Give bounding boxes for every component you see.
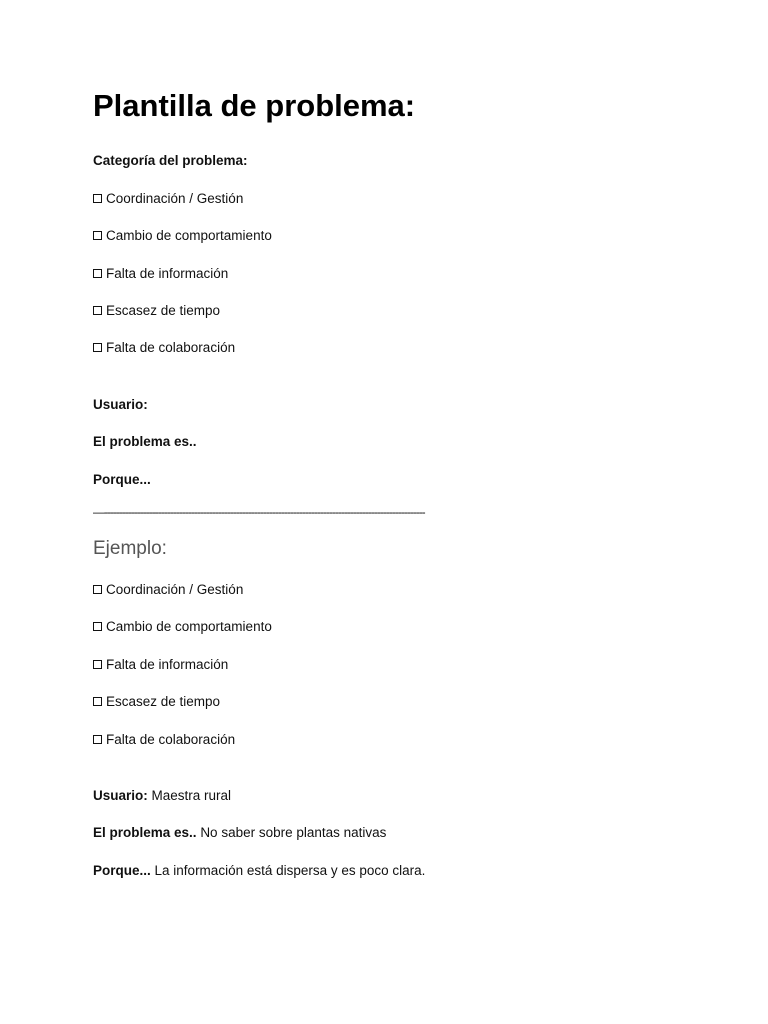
checkbox-icon [93,697,102,706]
example-user-label: Usuario: [93,788,148,803]
checkbox-icon [93,269,102,278]
example-option-5 [93,731,235,749]
template-option-3 [93,265,228,283]
checkbox-icon [93,306,102,315]
template-because-label: Porque... [93,472,151,487]
option-label: Cambio de comportamiento [106,228,272,243]
example-problem-label: El problema es.. [93,825,197,840]
example-option-2 [93,618,272,636]
option-label: Falta de información [106,266,229,281]
checkbox-icon [93,585,102,594]
example-problem-value: No saber sobre plantas nativas [200,825,387,840]
option-label: Falta de información [106,657,229,672]
category-label: Categoría del problema: [93,153,248,168]
example-option-3 [93,656,228,674]
example-option-1 [93,581,243,599]
template-user-label: Usuario: [93,397,148,412]
checkbox-icon [93,194,102,203]
example-user-value: Maestra rural [151,788,232,803]
option-label: Coordinación / Gestión [106,191,244,206]
template-option-4 [93,302,220,320]
checkbox-icon [93,735,102,744]
option-label: Escasez de tiempo [106,694,221,709]
checkbox-icon [93,343,102,352]
option-label: Cambio de comportamiento [106,619,272,634]
template-option-2 [93,227,272,245]
option-label: Escasez de tiempo [106,303,221,318]
example-problem-line [93,824,386,842]
example-because-value: La información está dispersa y es poco clara. [154,863,426,878]
template-option-5 [93,339,235,357]
option-label: Falta de colaboración [106,732,236,747]
checkbox-icon [93,622,102,631]
option-label: Falta de colaboración [106,340,236,355]
checkbox-icon [93,231,102,240]
template-option-1 [93,190,243,208]
checkbox-icon [93,660,102,669]
page-title: Plantilla de problema: [93,88,416,123]
example-option-4 [93,693,220,711]
option-label: Coordinación / Gestión [106,582,244,597]
example-user-line [93,787,231,805]
template-problem-label: El problema es.. [93,434,197,449]
example-because-line [93,862,425,880]
section-divider: —----------------------------------------------------------------------------------------------------------- [93,505,425,519]
example-title: Ejemplo: [93,538,167,559]
example-because-label: Porque... [93,863,151,878]
